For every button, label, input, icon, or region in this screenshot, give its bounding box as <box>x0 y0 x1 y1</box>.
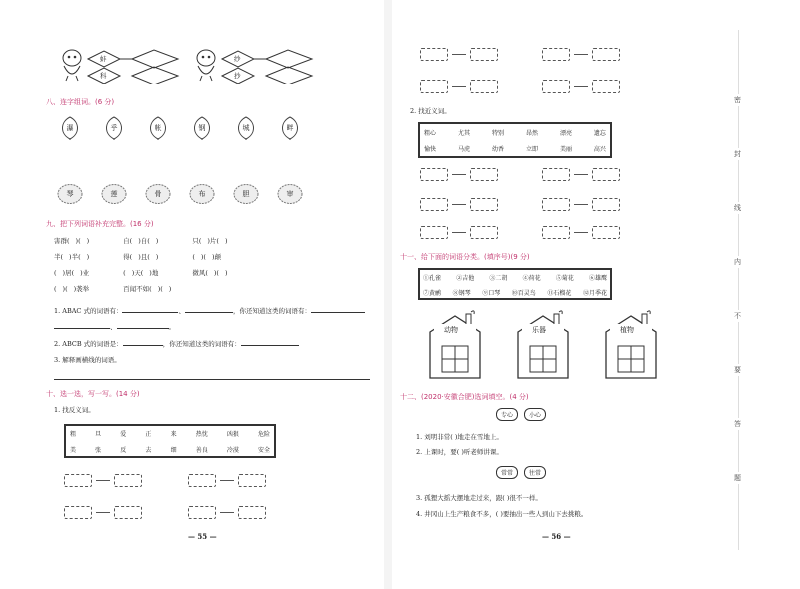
margin-char: 答 <box>734 420 741 428</box>
idiom-segment: ( <box>54 285 57 293</box>
leaf-item <box>102 116 126 140</box>
idiom-segment: 只( <box>192 237 202 245</box>
left-page <box>0 0 384 589</box>
table-word: 善良 <box>195 447 208 454</box>
cloud-item <box>57 183 83 205</box>
section10-q1: 1. 找反义词。 <box>54 406 95 414</box>
answer-box <box>542 48 570 61</box>
idiom-segment: 半( <box>54 253 64 261</box>
cloud-char: 布 <box>198 190 206 198</box>
pair-dash <box>96 480 110 481</box>
idiom-segment: ) <box>224 237 228 245</box>
pair-dash <box>574 232 588 233</box>
answer-box <box>542 168 570 181</box>
leaf-item <box>234 116 258 140</box>
answer-box <box>64 506 92 519</box>
dog-icon <box>194 46 218 82</box>
idiom-row <box>54 268 262 277</box>
cloud-item <box>233 183 259 205</box>
table-word: 昂然 <box>525 130 538 137</box>
cloud-char: 琴 <box>66 190 74 198</box>
cloud-item <box>101 183 127 205</box>
pinyin-frame-2 <box>220 48 316 84</box>
pair-dash <box>220 512 234 513</box>
answer-box <box>470 48 498 61</box>
pair-dash <box>452 54 466 55</box>
table-word: 美丽 <box>559 146 572 153</box>
answer-box <box>592 198 620 211</box>
leaf-char: 城 <box>242 124 250 132</box>
cloud-char: 胆 <box>242 190 250 198</box>
leaf-item <box>278 116 302 140</box>
idiom-segment: 得( <box>123 253 133 261</box>
cloud-char: 骨 <box>154 190 162 198</box>
house-label: 动物 <box>444 326 458 334</box>
classify-word-table <box>418 268 612 300</box>
answer-box <box>420 198 448 211</box>
sentence-2: 2. 上课时，要( )听老师讲课。 <box>416 448 503 456</box>
leaf-char: 帐 <box>154 124 162 132</box>
leaf-char: 瀑 <box>66 124 74 132</box>
idiom-segment: )且( <box>138 253 150 261</box>
table-word: ②吉他 <box>456 275 475 282</box>
pair-dash <box>452 232 466 233</box>
idiom-segment: )地 <box>149 269 159 277</box>
table-word: 立即 <box>525 146 538 153</box>
answer-box <box>592 168 620 181</box>
table-word: 粗心 <box>424 130 437 137</box>
answer-box <box>420 80 448 93</box>
table-word: 热忱 <box>195 431 208 438</box>
answer-box <box>542 80 570 93</box>
answer-box <box>188 474 216 487</box>
pair-dash <box>574 174 588 175</box>
answer-box <box>188 506 216 519</box>
house-label: 植物 <box>620 326 634 334</box>
idiom-segment: 微风( <box>192 269 208 277</box>
section9-q1-line2: 、 。 <box>54 322 175 331</box>
dog-illustration-right <box>194 46 218 82</box>
page-number-56: — 56 — <box>542 532 571 541</box>
dog-illustration-left <box>60 46 84 82</box>
section9-q3: 3. 解释画横线的词语。 <box>54 356 121 364</box>
margin-char: 密 <box>734 96 741 104</box>
table-word: 爱 <box>120 431 127 438</box>
table-word: ⑤菊花 <box>555 275 574 282</box>
answer-box <box>470 168 498 181</box>
cloud-char: 审 <box>286 190 294 198</box>
antonym-word-table <box>64 424 276 458</box>
table-word: 凶狠 <box>226 431 239 438</box>
pair-dash <box>574 204 588 205</box>
leaf-item <box>146 116 170 140</box>
house-icon <box>422 310 488 382</box>
house-label: 乐器 <box>532 326 546 334</box>
section9-q2: 2. ABCB 式的词语是： ，你还知道这类的词语有： <box>54 339 299 348</box>
table-word: ⑩百灵鸟 <box>511 290 536 297</box>
idiom-segment: )半( <box>69 253 81 261</box>
table-word: 愉快 <box>424 146 437 153</box>
idiom-segment: 百闻不如( <box>123 285 152 293</box>
page-number-55: — 55 — <box>188 532 217 541</box>
answer-box <box>470 198 498 211</box>
table-word: 来 <box>170 431 177 438</box>
answer-box <box>238 506 266 519</box>
pinyin-char-4: 抄 <box>234 72 241 80</box>
table-word: 粗 <box>70 431 77 438</box>
table-word: 尤其 <box>457 130 470 137</box>
synonym-word-table <box>418 122 612 158</box>
table-word: 冷漠 <box>226 447 239 454</box>
idiom-segment: ) <box>224 269 228 277</box>
cloud-item <box>277 183 303 205</box>
idiom-segment: )业 <box>80 269 90 277</box>
pinyin-char-2: 科 <box>100 72 107 80</box>
table-word: 正 <box>145 431 152 438</box>
idiom-segment: 害群( <box>54 237 70 245</box>
cloud-item <box>189 183 215 205</box>
answer-box <box>592 226 620 239</box>
idiom-segment: ( <box>192 253 195 261</box>
answer-box <box>542 226 570 239</box>
margin-char: 线 <box>734 204 741 212</box>
choice-word-2a: 常常 <box>496 466 518 479</box>
cloud-char: 莲 <box>110 190 118 198</box>
table-word: ⑦黄鹂 <box>423 290 442 297</box>
table-word: 细 <box>170 447 177 454</box>
table-word: ⑪石榴花 <box>547 290 572 297</box>
answer-box <box>470 80 498 93</box>
answer-box <box>238 474 266 487</box>
house-icon <box>510 310 576 382</box>
choice-word-2b: 往常 <box>524 466 546 479</box>
table-word: 特别 <box>491 130 504 137</box>
answer-box <box>114 506 142 519</box>
leaf-char: 乎 <box>110 124 118 132</box>
idiom-segment: )天( <box>131 269 144 277</box>
pinyin-char-1: 蚌 <box>100 55 107 63</box>
answer-line <box>54 379 370 380</box>
idiom-segment: )( <box>200 253 206 261</box>
idiom-segment: 自( <box>123 237 133 245</box>
idiom-segment: )袭举 <box>73 285 90 293</box>
right-page <box>392 0 800 589</box>
table-word: 去 <box>145 447 152 454</box>
idiom-segment: ) <box>155 253 159 261</box>
answer-box <box>592 80 620 93</box>
table-word: ①孔雀 <box>423 275 442 282</box>
leaf-char: 畔 <box>286 124 294 132</box>
table-word: ⑧钢琴 <box>452 290 471 297</box>
margin-char: 要 <box>734 366 741 374</box>
cloud-item <box>145 183 171 205</box>
section12-title: 十二、(2020·安徽合肥)选词填空。(4 分) <box>400 393 529 401</box>
category-house <box>510 310 576 382</box>
table-word: 高兴 <box>593 146 606 153</box>
category-house <box>422 310 488 382</box>
idiom-segment: ( <box>54 269 57 277</box>
idiom-row <box>54 252 255 261</box>
margin-char: 题 <box>734 474 741 482</box>
sentence-4: 4. 井冈山上生产粮食不多，( )要抽出一些人到山下去挑粮。 <box>416 510 588 518</box>
idiom-segment: )( <box>157 285 163 293</box>
idiom-segment: ) <box>86 237 90 245</box>
idiom-segment: ) <box>86 253 90 261</box>
pair-dash <box>574 54 588 55</box>
sentence-3: 3. 孤狸大摇大摆地走过来，跟( )很不一样。 <box>416 494 542 502</box>
table-word: 漂亮 <box>559 130 572 137</box>
answer-box <box>420 226 448 239</box>
house-icon <box>598 310 664 382</box>
section11-title: 十一、给下面的词语分类。(填序号)(9 分) <box>400 253 530 261</box>
table-word: 美 <box>70 447 77 454</box>
table-word: 遗忘 <box>593 130 606 137</box>
choice-word-1a: 专心 <box>496 408 518 421</box>
sentence-1: 1. 刘明非常( )地走在雪地上。 <box>416 433 503 441</box>
pair-dash <box>452 86 466 87</box>
answer-box <box>114 474 142 487</box>
table-word: 安全 <box>257 447 270 454</box>
table-word: ③二胡 <box>489 275 508 282</box>
margin-char: 封 <box>734 150 741 158</box>
table-word: 马虎 <box>457 146 470 153</box>
pair-dash <box>96 512 110 513</box>
leaf-item <box>190 116 214 140</box>
pinyin-frame-1 <box>86 48 182 84</box>
answer-box <box>592 48 620 61</box>
table-word: 张 <box>95 447 102 454</box>
margin-char: 不 <box>734 312 741 320</box>
idiom-segment: ) <box>155 237 159 245</box>
answer-box <box>542 198 570 211</box>
answer-box <box>64 474 92 487</box>
table-word: 反 <box>120 447 127 454</box>
table-word: ⑫月季花 <box>582 290 607 297</box>
answer-box <box>470 226 498 239</box>
category-house <box>598 310 664 382</box>
choice-word-1b: 小心 <box>524 408 546 421</box>
leaf-item <box>58 116 82 140</box>
idiom-segment: ) <box>168 285 172 293</box>
leaf-char: 钢 <box>198 124 206 132</box>
idiom-segment: )颠 <box>211 253 222 261</box>
dog-icon <box>60 46 84 82</box>
section8-title: 八、连字组词。(6 分) <box>46 98 115 106</box>
pinyin-char-3: 纱 <box>234 55 241 63</box>
idiom-segment: ( <box>123 269 126 277</box>
answer-box <box>420 48 448 61</box>
table-word: ④荷花 <box>522 275 541 282</box>
section10-title: 十、选一选，写一写。(14 分) <box>46 390 140 398</box>
q2-synonyms: 2. 找近义词。 <box>410 107 451 115</box>
table-word: ⑥雄鹰 <box>588 275 607 282</box>
section9-q1: 1. ABAC 式的词语有： 、 ，你还知道这类的词语有： <box>54 306 365 315</box>
pair-dash <box>220 480 234 481</box>
table-word: 旦 <box>95 431 102 438</box>
section9-title: 九、把下列词语补充完整。(16 分) <box>46 220 154 228</box>
idiom-row <box>54 284 205 293</box>
margin-char: 内 <box>734 258 741 266</box>
idiom-segment: )( <box>213 269 219 277</box>
idiom-row <box>54 236 262 245</box>
answer-box <box>420 168 448 181</box>
idiom-segment: )自( <box>138 237 150 245</box>
pair-dash <box>452 174 466 175</box>
idiom-segment: )居( <box>62 269 75 277</box>
pair-dash <box>452 204 466 205</box>
table-word: 幼香 <box>491 146 504 153</box>
idiom-segment: )( <box>75 237 81 245</box>
idiom-segment: )( <box>62 285 68 293</box>
table-word: ⑨口琴 <box>482 290 501 297</box>
pair-dash <box>574 86 588 87</box>
idiom-segment: )片( <box>207 237 219 245</box>
table-word: 危险 <box>257 431 270 438</box>
